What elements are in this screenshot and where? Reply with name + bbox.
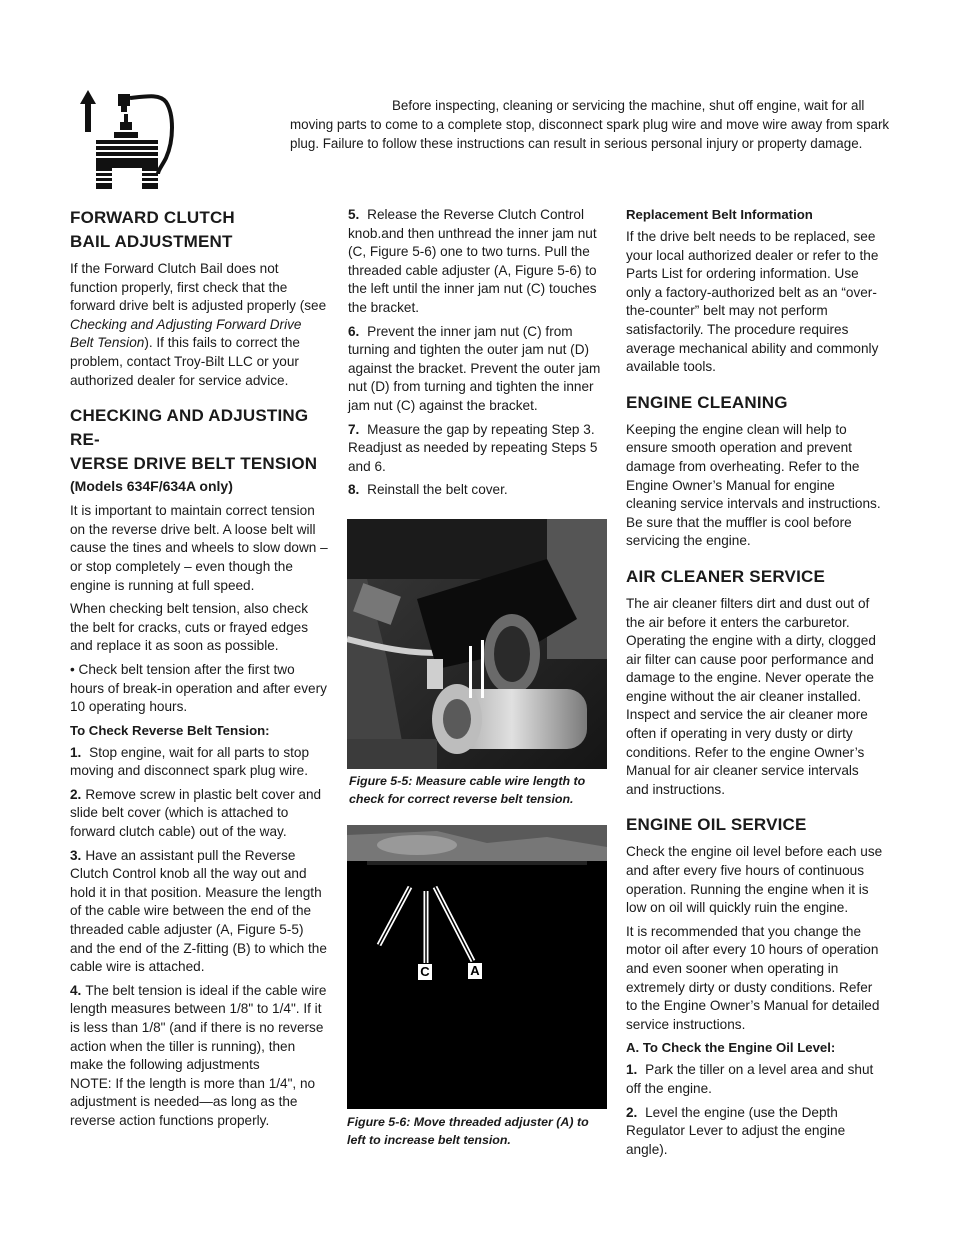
spark-plug-disconnect-icon xyxy=(78,88,182,192)
engine-oil-paragraph-2: It is recommended that you change the motor oil after every 10 hours of operation and even sooner when operating in extremely dirty or dusty conditions. Refer to the Engine Owner’s Manual for detailed service instructions. xyxy=(626,923,880,1032)
forward-clutch-paragraph: If the Forward Clutch Bail does not function properly, first check that the forward drive belt is adjusted properly (see Checking and Adjusting Forward Drive Belt Tension). If this fails to correct the problem, contact Troy-Bilt LLC or your authorized dealer for service advice. xyxy=(70,261,327,388)
figure-label-a: A xyxy=(468,963,482,979)
figure-5-5-photo xyxy=(347,519,607,769)
step-1: 1. Stop engine, wait for all parts to stop moving and disconnect spark plug wire. xyxy=(70,744,310,779)
reverse-bullet: • Check belt tension after the first two hours of break-in operation and after every 10 operating hours. xyxy=(70,661,327,715)
safety-warning-text: Before inspecting, cleaning or servicing the machine, shut off engine, wait for all moving parts to come to a complete stop, disconnect spark plug wire and move wire away from spark plug. Failure to follow these instructions can result in serious personal injury or property damage. xyxy=(290,98,890,151)
step-7: 7. Measure the gap by repeating Step 3. Readjust as needed by repeating Steps 5 and 6. xyxy=(348,421,598,474)
reverse-belt-heading: CHECKING AND ADJUSTING RE- VERSE DRIVE BELT TENSION xyxy=(70,406,318,474)
figure-5-6-caption: Figure 5-6: Move threaded adjuster (A) to left to increase belt tension. xyxy=(347,1115,589,1147)
air-cleaner-paragraph: The air cleaner filters dirt and dust out of the air before it enters the carburetor. Operating the engine with a dirty, clogged air filter can cause poor performance and damage to the engine. Never operate the engine without the air cleaner installed. Inspect and service the air cleaner more often if operating in very dusty or dirty conditions. Refer to the engine Owner’s Manual for air cleaner service intervals and instructions. xyxy=(626,595,876,797)
column-3 xyxy=(626,206,884,1164)
oil-step-1: 1. Park the tiller on a level area and shut off the engine. xyxy=(626,1062,874,1096)
engine-cleaning-heading: ENGINE CLEANING xyxy=(626,392,788,412)
replacement-belt-heading: Replacement Belt Information xyxy=(626,207,813,222)
engine-oil-paragraph-1: Check the engine oil level before each use and after every five hours of continuous operation. Running the engine when it is low on oil will quickly ruin the engine. xyxy=(626,844,883,916)
column-2 xyxy=(348,206,606,505)
check-reverse-subheading: To Check Reverse Belt Tension: xyxy=(70,722,270,738)
engine-cleaning-paragraph: Keeping the engine clean will help to ensure smooth operation and prevent damage from overheating. Refer to the Engine Owner’s Manual for engine cleaning service intervals and instructions. Be sure that the muffler is cool before servicing the engine. xyxy=(626,421,881,549)
engine-oil-heading: ENGINE OIL SERVICE xyxy=(626,815,807,835)
oil-step-2: 2. Level the engine (use the Depth Regulator Lever to adjust the engine angle). xyxy=(626,1104,846,1157)
step-4: 4. The belt tension is ideal if the cable wire length measures between 1/8" to 1/4". If it is less than 1/8" (and if there is no reverse action when the tiller is running), then make the following adjustments xyxy=(70,982,327,1073)
reverse-paragraph-2: When checking belt tension, also check the belt for cracks, cuts or frayed edges and replace it as soon as possible. xyxy=(70,601,309,654)
note-paragraph: NOTE: If the length is more than 1/4", no adjustment is needed—as long as the reverse action functions properly. xyxy=(70,1075,316,1128)
figure-label-c: C xyxy=(418,964,432,980)
figure-5-5-caption: Figure 5-5: Measure cable wire length to check for correct reverse belt tension. xyxy=(349,774,586,806)
step-8: 8. Reinstall the belt cover. xyxy=(348,482,508,498)
forward-clutch-heading: FORWARD CLUTCH BAIL ADJUSTMENT xyxy=(70,208,235,251)
reverse-paragraph-1: It is important to maintain correct tension on the reverse drive belt. A loose belt will cause the tines and wheels to slow down – or stop completely – even though the engine is running at full speed. xyxy=(70,503,328,593)
check-oil-level-subheading: A. To Check the Engine Oil Level: xyxy=(626,1040,836,1056)
step-2: 2. Remove screw in plastic belt cover and slide belt cover (which is attached to forward clutch cable) out of the way. xyxy=(70,786,322,840)
air-cleaner-heading: AIR CLEANER SERVICE xyxy=(626,566,826,586)
models-subheading: (Models 634F/634A only) xyxy=(70,478,233,495)
step-5: 5. Release the Reverse Clutch Control knob.and then unthread the inner jam nut (C, Figure 5-6) one to two turns. Pull the threaded cable adjuster (A, Figure 5-6) to the left until the inner jam nut (C) touches the bracket. xyxy=(348,207,597,315)
column-1 xyxy=(70,206,328,1136)
step-6: 6. Prevent the inner jam nut (C) from turning and tighten the outer jam nut (D) against the bracket. Prevent the outer jam nut (D) from turning and tighten the inner jam nut (C) against the bracket. xyxy=(348,323,601,413)
replacement-belt-paragraph: If the drive belt needs to be replaced, see your local authorized dealer or refer to the Parts List for ordering information. Use only a factory-authorized belt as an “over-the-counter” belt may not perform satisfactorily. The procedure requires average mechanical ability and commonly available tools. xyxy=(626,229,879,375)
figure-5-6-photo xyxy=(347,825,607,1109)
step-3: 3. Have an assistant pull the Reverse Clutch Control knob all the way out and hold it in that position. Measure the length of the cable wire between the end of the threaded cable adjuster (A, Figure 5-5) and the end of the Z-fitting (B) to which the cable wire is attached. xyxy=(70,847,327,975)
